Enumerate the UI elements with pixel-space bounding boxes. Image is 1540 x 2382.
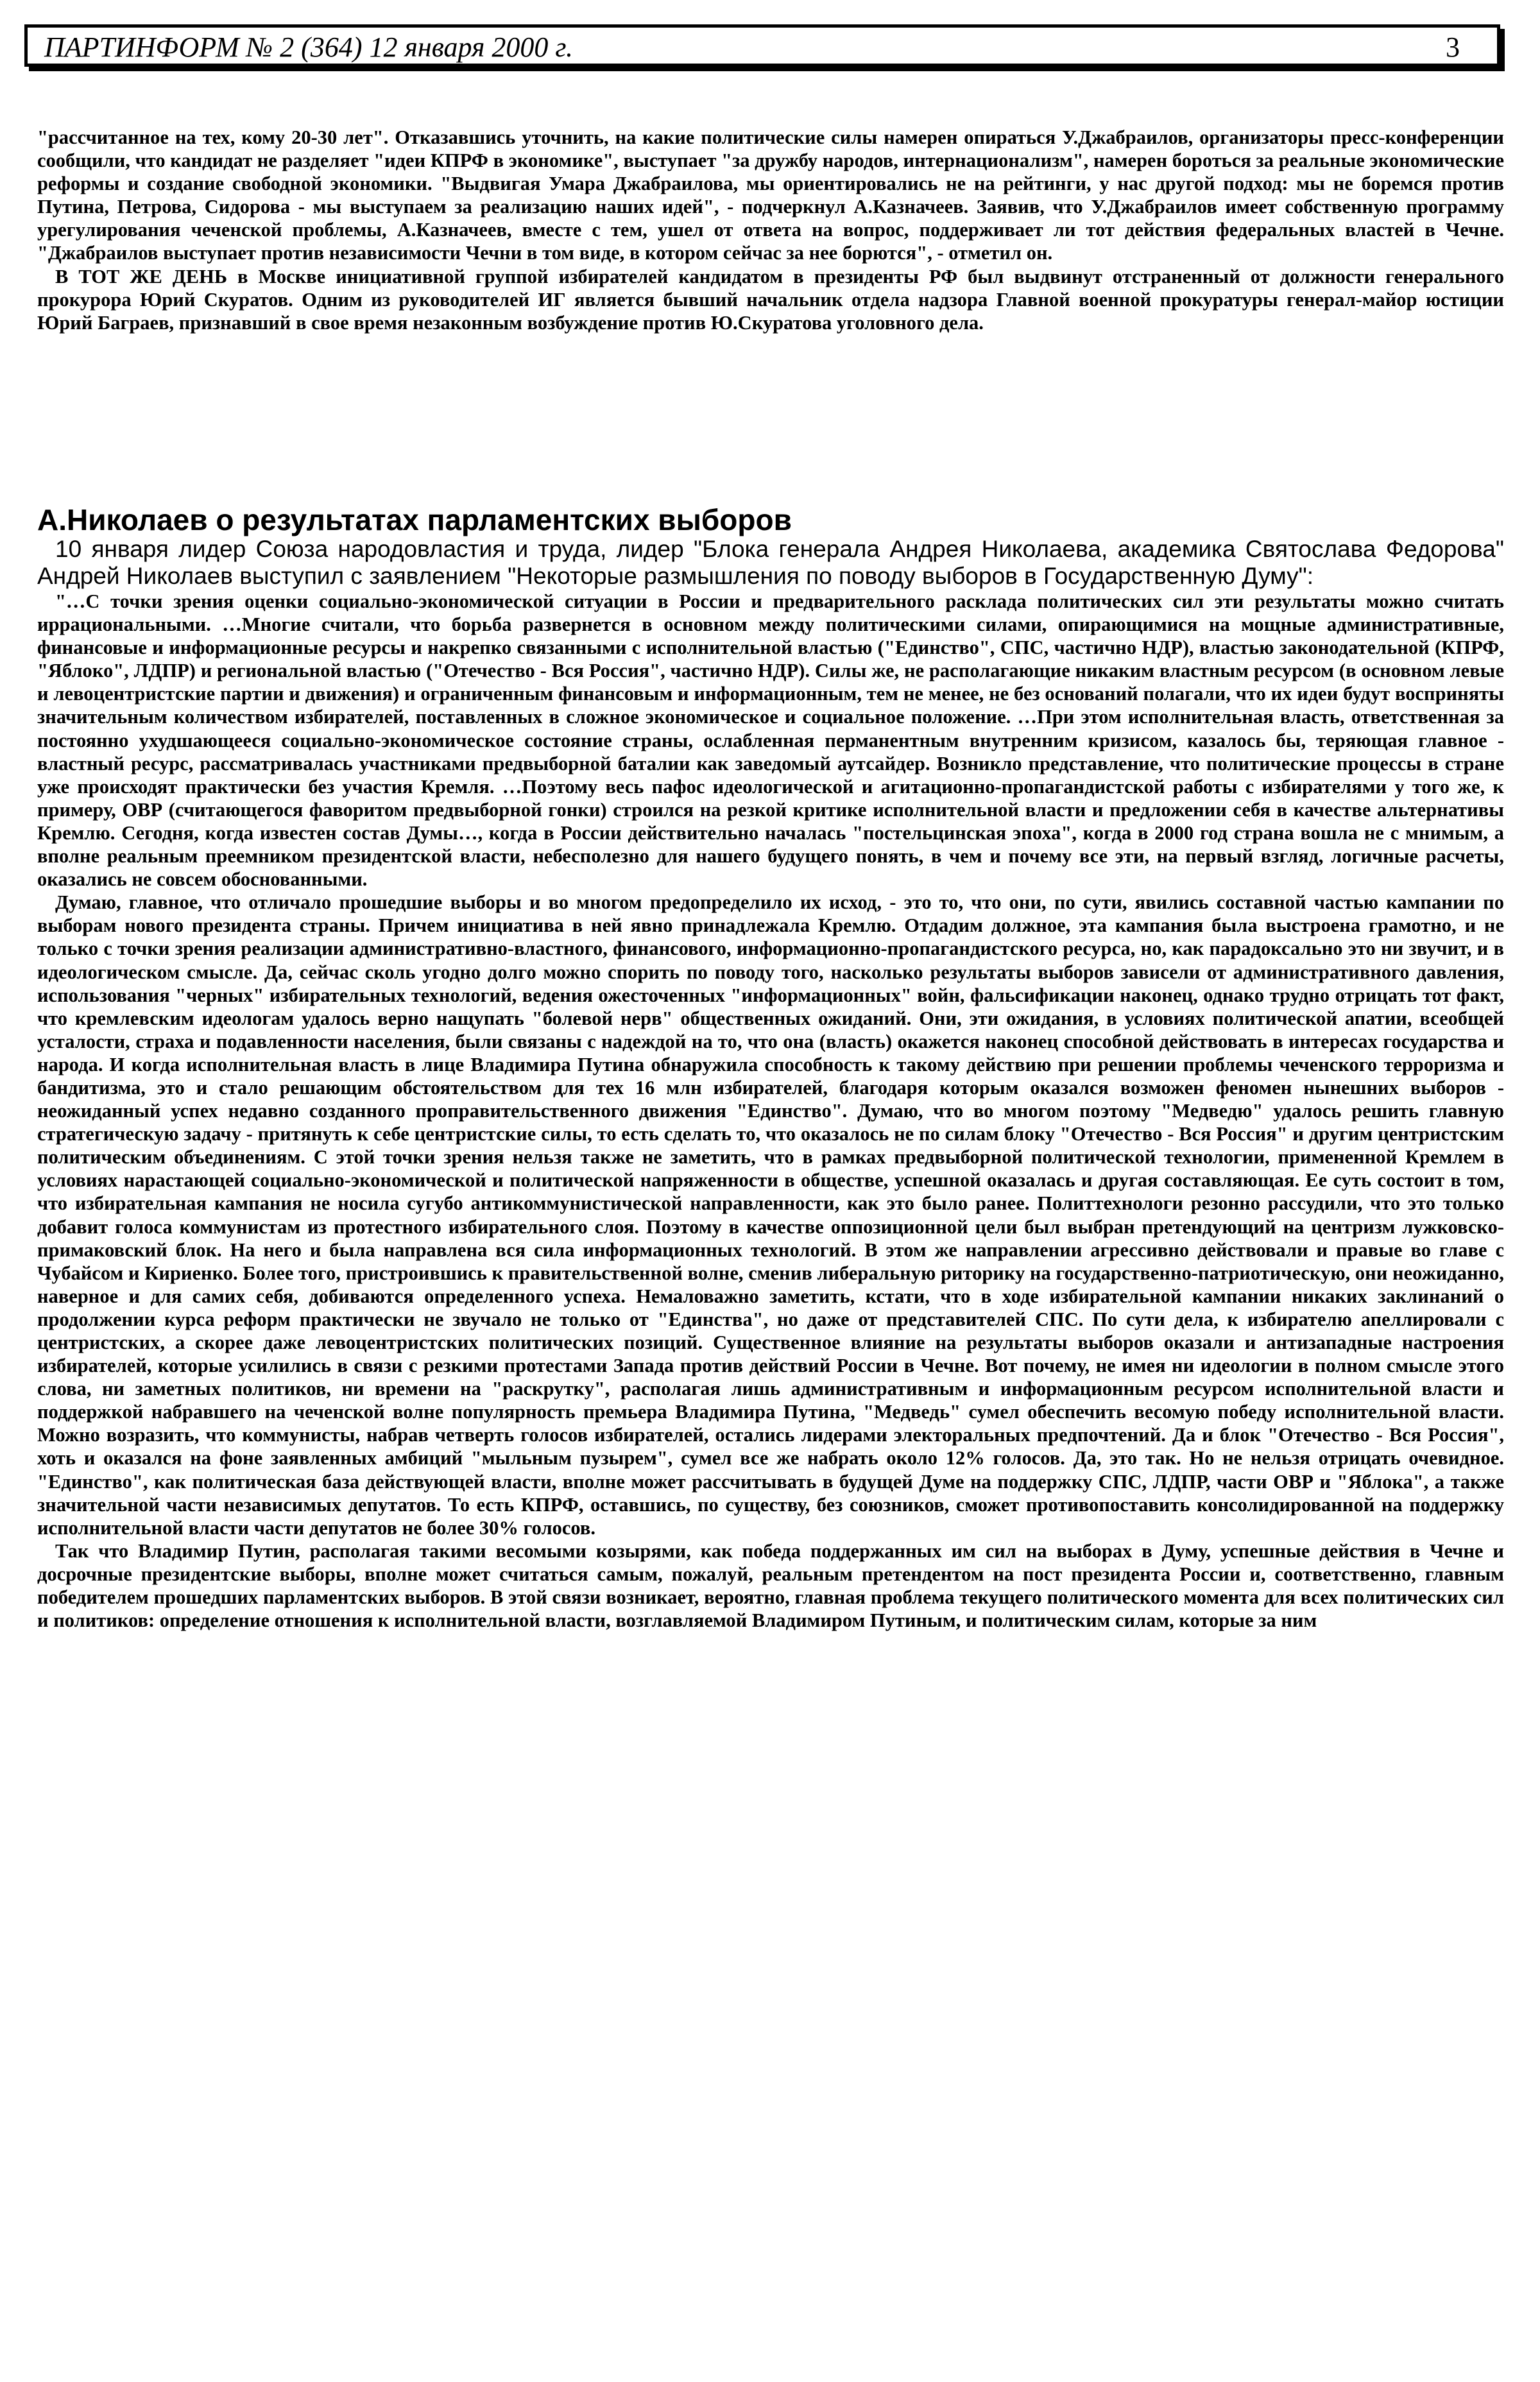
article-heading: А.Николаев о результатах парламентских выборов [37, 503, 792, 536]
article-paragraph: Так что Владимир Путин, располагая такими весомыми козырями, как победа поддержанных им сил на выборах в Думу, успешные действия в Чечне и досрочные президентские выборы, вполне может считаться самым, пожалуй, реальным претендентом на пост президента России и, соответственно, главным победителем прошедших парламентских выборов. В этой связи возникает, вероятно, главная проблема текущего политического момента для всех политических сил и политиков: определение отношения к исполнительной власти, возглавляемой Владимиром Путиным, и политическим силам, которые за ним [37, 1539, 1504, 1632]
page-number: 3 [1446, 31, 1460, 63]
article [37, 504, 1504, 1632]
article-intro: 10 января лидер Союза народовластия и труда, лидер "Блока генерала Андрея Николаева, академика Святослава Федорова" Андрей Николаев выступил с заявлением "Некоторые размышления по поводу выборов в Государственную Думу": [37, 536, 1504, 589]
top-section [37, 126, 1504, 334]
page-header [24, 24, 1500, 67]
article-paragraph: Думаю, главное, что отличало прошедшие выборы и во многом предопределило их исход, - это то, что они, по сути, явились составной частью кампании по выборам нового президента страны. Причем инициатива в ней явно принадлежала Кремлю. Отдадим должное, эта кампания была выстроена грамотно, и не только с точки зрения реализации административно-властного, финансового, информационно-пропагандистского ресурса, но, как парадоксально это ни звучит, и в идеологическом смысле. Да, сейчас сколь угодно долго можно спорить по поводу того, насколько результаты выборов зависели от административного давления, использования "черных" избирательных технологий, ведения ожесточенных "информационных" войн, фальсификации наконец, однако трудно отрицать тот факт, что кремлевским идеологам удалось верно нащупать "болевой нерв" общественных ожиданий. Они, эти ожидания, в условиях политической апатии, всеобщей усталости, страха и подавленности населения, были связаны с надеждой на то, что она (власть) окажется наконец способной действовать в интересах государства и народа. И когда исполнительная власть в лице Владимира Путина обнаружила способность к такому действию при решении проблемы чеченского терроризма и бандитизма, это и стало решающим обстоятельством для тех 16 млн избирателей, благодаря которым оказался возможен феномен нынешних выборов - неожиданный успех недавно созданного проправительственного движения "Единство". Думаю, что во многом поэтому "Медведю" удалось решить главную стратегическую задачу - притянуть к себе центристские силы, то есть сделать то, что оказалось не по силам блоку "Отечество - Вся Россия" и другим центристским политическим объединениям. С этой точки зрения нельзя также не заметить, что в рамках предвыборной политической технологии, примененной Кремлем в условиях нарастающей социально-экономической и политической напряженности в обществе, успешной оказалась и другая составляющая. Ее суть состоит в том, что избирательная кампания не носила сугубо антикоммунистической направленности, как это было ранее. Политтехнологи резонно рассудили, что это только добавит голоса коммунистам из протестного избирательного слоя. Поэтому в качестве оппозиционной цели был выбран претендующий на центризм лужковско-примаковский блок. На него и была направлена вся сила информационных технологий. В этом же направлении агрессивно действовали и правые во главе с Чубайсом и Кириенко. Более того, пристроившись к правительственной волне, сменив либеральную риторику на государственно-патриотическую, они неожиданно, наверное и для самих себя, добиваются определенного успеха. Немаловажно заметить, кстати, что в ходе избирательной кампании никаких заклинаний о продолжении курса реформ практически не звучало не только от "Единства", но даже от представителей СПС. По сути дела, к избирателю апеллировали с центристских, а скорее даже левоцентристских политических позиций. Существенное влияние на результаты выборов оказали и антизападные настроения избирателей, которые усилились в связи с резкими протестами Запада против действий России в Чечне. Вот почему, не имея ни идеологии в полном смысле этого слова, ни заметных политиков, ни времени на "раскрутку", располагая лишь административным и информационным ресурсом исполнительной власти и поддержкой набравшего на чеченской волне популярность премьера Владимира Путина, "Медведь" сумел обеспечить весомую победу исполнительной власти. Можно возразить, что коммунисты, набрав четверть голосов избирателей, остались лидерами электоральных предпочтений. Да и блок "Отечество - Вся Россия", хоть и оказался на фоне заявленных амбиций "мыльным пузырем", сумел все же набрать около 12% голосов. Да, это так. Но не нельзя отрицать очевидное. "Единство", как политическая база действующей власти, вполне может рассчитывать в будущей Думе на поддержку СПС, ЛДПР, части ОВР и "Яблока", а также значительной части независимых депутатов. То есть КПРФ, оставшись, по существу, без союзников, сможет противопоставить консолидированной на поддержку исполнительной власти части депутатов не более 30% голосов. [37, 891, 1504, 1539]
paragraph-continuation: "рассчитанное на тех, кому 20-30 лет". Отказавшись уточнить, на какие политические силы намерен опираться У.Джабраилов, организаторы пресс-конференции сообщили, что кандидат не разделяет "идеи КПРФ в экономике", выступает "за дружбу народов, интернационализм", намерен бороться за реальные экономические реформы и создание свободной экономики. "Выдвигая Умара Джабраилова, мы ориентировались не на рейтинги, у нас другой подход: мы не боремся против Путина, Петрова, Сидорова - мы выступаем за реализацию наших идей", - подчеркнул А.Казначеев. Заявив, что У.Джабраилов имеет собственную программу урегулирования чеченской проблемы, А.Казначеев, вместе с тем, ушел от ответа на вопрос, поддерживает ли тот действия федеральных властей в Чечне. "Джабраилов выступает против независимости Чечни в том виде, в котором сейчас за нее борются", - отметил он. [37, 126, 1504, 264]
header-title: ПАРТИНФОРМ № 2 (364) 12 января 2000 г. [44, 31, 574, 63]
paragraph-skuratov: В ТОТ ЖЕ ДЕНЬ в Москве инициативной группой избирателей кандидатом в президенты РФ был выдвинут отстраненный от должности генерального прокурора Юрий Скуратов. Одним из руководителей ИГ является бывший начальник отдела надзора Главной военной прокуратуры генерал-майор юстиции Юрий Баграев, признавший в свое время незаконным возбуждение против Ю.Скуратова уголовного дела. [37, 265, 1504, 334]
article-paragraph: "…С точки зрения оценки социально-экономической ситуации в России и предварительного расклада политических сил эти результаты можно считать иррациональными. …Многие считали, что борьба развернется в основном между политическими силами, опирающимися на мощные административные, финансовые и информационные ресурсы и накрепко связанными с исполнительной властью ("Единство", СПС, частично НДР), властью законодательной (КПРФ, "Яблоко", ЛДПР) и региональной властью ("Отечество - Вся Россия", частично НДР). Силы же, не располагающие никаким властным ресурсом (в основном левые и левоцентристские партии и движения) и ограниченным финансовым и информационным, тем не менее, не без оснований полагали, что их идеи будут восприняты значительным количеством избирателей, поставленных в сложное экономическое и социальное положение. …При этом исполнительная власть, ответственная за постоянно ухудшающееся социально-экономическое состояние страны, ослабленная перманентным внутренним кризисом, казалось бы, теряющая главное - властный ресурс, рассматривалась участниками предвыборной баталии как заведомый аутсайдер. Возникло представление, что политические процессы в стране уже происходят практически без участия Кремля. …Поэтому весь пафос идеологической и агитационно-пропагандистской работы с избирателями у того же, к примеру, ОВР (считающегося фаворитом предвыборной гонки) строился на резкой критике исполнительной власти и предложении себя в качестве альтернативы Кремлю. Сегодня, когда известен состав Думы…, когда в России действительно началась "постельцинская эпоха", когда в 2000 год страна вошла не с мнимым, а вполне реальным преемником президентской власти, небесполезно для нашего будущего понять, в чем и почему все эти, на первый взгляд, логичные расчеты, оказались не совсем обоснованными. [37, 590, 1504, 891]
